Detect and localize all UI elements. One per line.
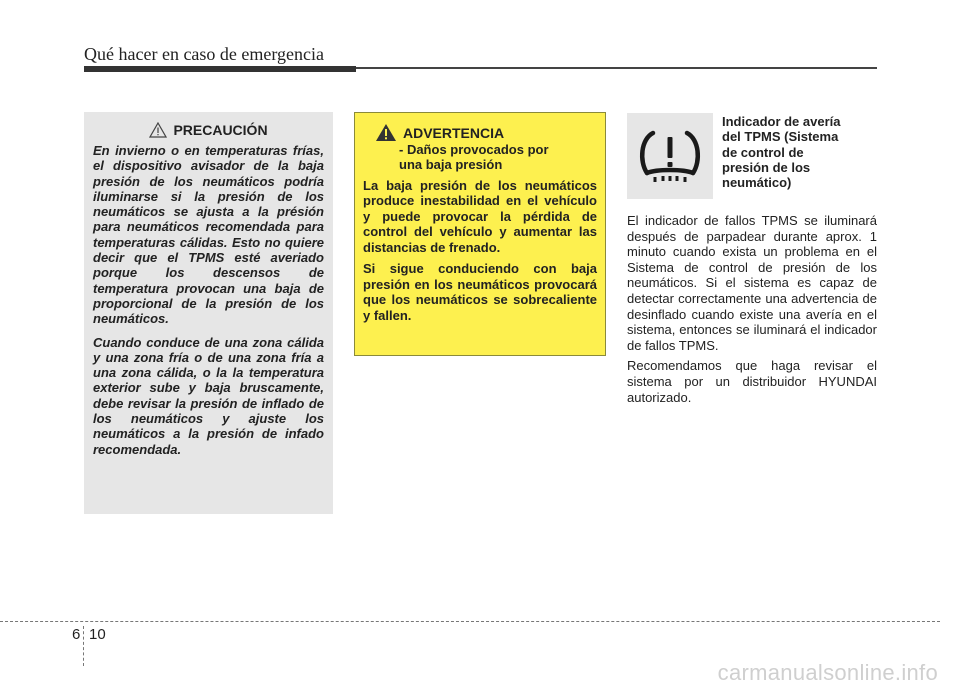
warning-header [375,123,597,142]
warning-paragraph: Si sigue conduciendo con baja presión en los neumáticos provocará que los neumáticos se sobrecaliente y fallen. [363,261,597,323]
caution-box [84,112,333,514]
warning-paragraph: La baja presión de los neumáticos produce inestabilidad en el vehículo y puede provocar la pérdida de control del vehículo y aumentar las distancias de frenado. [363,177,597,255]
warning-title: ADVERTENCIA [403,124,505,141]
watermark: carmanualsonline.info [717,660,938,685]
body-paragraph: El indicador de fallos TPMS se iluminará después de parpadear durante aprox. 1 minuto cuando exista un problema en el Sistema de control de presión de los neumáticos. Si el sistema es capaz de detectar correctamente una advertencia de desinflado cuando existe una avería en el sistema, entonces se iluminará el indicador de fallos TPMS. [627,213,877,353]
tpms-description [627,213,877,410]
warning-triangle-icon [375,123,397,142]
tpms-indicator-image [627,113,713,199]
body-paragraph: Recomendamos que haga revisar el sistema por un distribuidor HYUNDAI autorizado. [627,358,877,405]
warning-subtitle: - Daños provocados por una baja presión [399,142,549,173]
tpms-warning-icon [633,127,707,185]
tpms-heading: Indicador de avería del TPMS (Sistema de control de presión de los neumático) [722,114,841,191]
caution-header [93,122,324,138]
caution-paragraph: En invierno o en temperaturas frías, el dispositivo avisador de la baja presión de los neumáticos podría iluminarse si la presión de los neumáticos se ajusta a la présión para neumáticos recomendada para temperaturas cálidas. Esto no quiere decir que el TPMS esté averiado porque los descensos de temperatura provocan una baja de proporcional de la presión de los neumáticos. [93,143,324,327]
caution-paragraph: Cuando conduce de una zona cálida y una zona fría o de una zona fría a una zona cálida, o la la temperatura exterior sube y baja bruscamente, debe revisar la presión de inflado de los neumáticos y ajuste los neumáticos a la presión de infado recomendada. [93,334,324,457]
footer-divider [83,626,84,666]
page-header-title: Qué hacer en caso de emergencia [84,44,325,64]
caution-triangle-icon [149,122,167,138]
warning-box [354,112,606,356]
footer-rule [0,621,940,622]
chapter-number: 6 [72,626,81,643]
caution-title: PRECAUCIÓN [173,122,268,138]
page-number: 10 [89,626,106,643]
header-rule-accent [84,66,356,72]
